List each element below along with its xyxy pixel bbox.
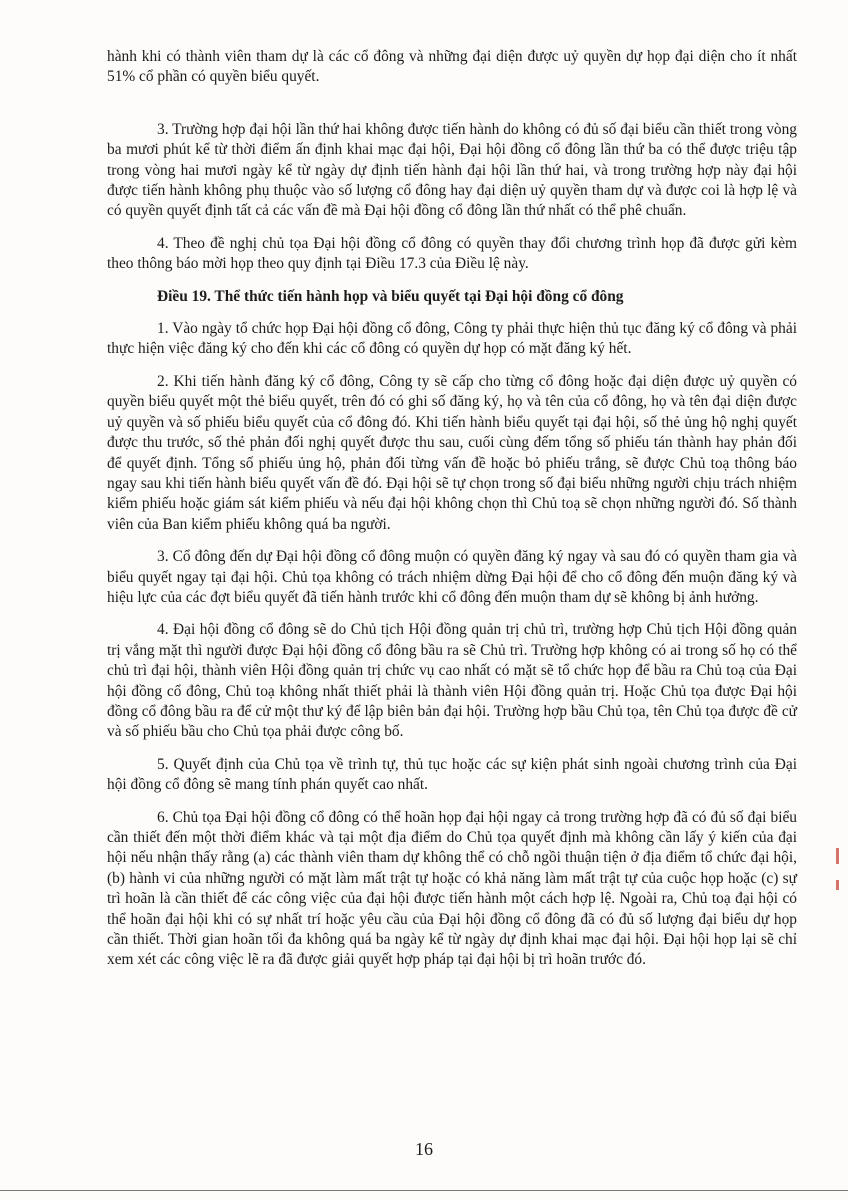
- bottom-edge-rule: [0, 1190, 848, 1191]
- article-19-heading: Điều 19. Thể thức tiến hành họp và biểu quyết tại Đại hội đồng cổ đông: [157, 287, 624, 305]
- page-number: 16: [415, 1139, 433, 1159]
- paragraph-18-3: 3. Trường hợp đại hội lần thứ hai không được tiến hành do không có đủ số đại biểu cần thiết trong vòng ba mươi phút kể từ thời điểm ấn định khai mạc đại hội, Đại hội đồng cổ đông lần thứ ba có thể được triệu tập trong vòng hai mươi ngày kể từ ngày dự định tiến hành đại hội lần thứ hai, và trong trường hợp này đại hội được tiến hành không phụ thuộc vào số lượng cổ đông hay đại diện uỷ quyền tham dự và được coi là hợp lệ và có quyền quyết định tất cả các vấn đề mà Đại hội đồng cổ đông lần thứ nhất có thể phê chuẩn.: [107, 120, 797, 220]
- paragraph-19-5: 5. Quyết định của Chủ tọa về trình tự, thủ tục hoặc các sự kiện phát sinh ngoài chương trình của Đại hội đồng cổ đông sẽ mang tính phán quyết cao nhất.: [107, 755, 797, 794]
- paragraph-19-4: 4. Đại hội đồng cổ đông sẽ do Chủ tịch Hội đồng quản trị chủ trì, trường hợp Chủ tịch Hội đồng quản trị vắng mặt thì người được Đại hội đồng cổ đông bầu ra sẽ Chủ trì. Trường hợp không có ai trong số họ có thể chủ trì đại hội, thành viên Hội đồng quản trị chức vụ cao nhất có mặt sẽ tổ chức họp để bầu ra Chủ toạ của Đại hội đồng cổ đông, Chủ toạ không nhất thiết phải là thành viên Hội đồng quản trị. Hoặc Chủ tọa được Đại hội đồng cổ đông bầu ra để cử một thư ký để lập biên bản đại hội. Trường hợp bầu Chủ tọa, tên Chủ tọa được đề cử và số phiếu bầu cho Chủ tọa phải được công bố.: [107, 621, 797, 741]
- paragraph-18-4: 4. Theo đề nghị chủ tọa Đại hội đồng cổ đông có quyền thay đổi chương trình họp đã được gửi kèm theo thông báo mời họp theo quy định tại Điều 17.3 của Điều lệ này.: [107, 234, 797, 273]
- paragraph-continuation: hành khi có thành viên tham dự là các cổ đông và những đại diện được uỷ quyền dự họp đại diện cho ít nhất 51% cổ phần có quyền biểu quyết.: [107, 48, 797, 86]
- document-body: [107, 47, 797, 971]
- paragraph-19-2: 2. Khi tiến hành đăng ký cổ đông, Công ty sẽ cấp cho từng cổ đông hoặc đại diện được uỷ quyền có quyền biểu quyết một thẻ biểu quyết, trên đó có ghi số đăng ký, họ và tên của cổ đông, họ và tên đại diện được uỷ quyền và số phiếu biểu quyết của cổ đông đó. Khi tiến hành biểu quyết tại đại hội, số thẻ ủng hộ nghị quyết được thu trước, số thẻ phản đối nghị quyết được thu sau, cuối cùng đếm tổng số phiếu tán thành hay phản đối để quyết định. Tổng số phiếu ủng hộ, phản đối từng vấn đề hoặc bỏ phiếu trắng, sẽ được Chủ toạ thông báo ngay sau khi tiến hành biểu quyết vấn đề đó. Đại hội sẽ tự chọn trong số đại biểu những người chịu trách nhiệm kiểm phiếu hoặc giám sát kiểm phiếu và nếu đại hội không chọn thì Chủ toạ sẽ chọn những người đó. Số thành viên của Ban kiểm phiếu không quá ba người.: [107, 372, 797, 533]
- paragraph-19-3: 3. Cổ đông đến dự Đại hội đồng cổ đông muộn có quyền đăng ký ngay và sau đó có quyền tham gia và biểu quyết ngay tại đại hội. Chủ tọa không có trách nhiệm dừng Đại hội để cho cổ đông đến muộn đăng ký và hiệu lực của các đợt biểu quyết đã tiến hành trước khi cổ đông đến muộn tham dự sẽ không bị ảnh hưởng.: [107, 548, 797, 606]
- margin-stamp-mark: [836, 880, 839, 890]
- paragraph-19-6: 6. Chủ tọa Đại hội đồng cổ đông có thể hoãn họp đại hội ngay cả trong trường hợp đã có đủ số đại biểu cần thiết đến một thời điểm khác và tại một địa điểm do Chủ tọa quyết định mà không cần lấy ý kiến của đại hội nếu nhận thấy rằng (a) các thành viên tham dự không thể có chỗ ngồi thuận tiện ở địa điểm tổ chức đại hội, (b) hành vi của những người có mặt làm mất trật tự hoặc có khả năng làm mất trật tự của cuộc họp hoặc (c) sự trì hoãn là cần thiết để các công việc của đại hội được tiến hành một cách hợp lệ. Ngoài ra, Chủ toạ đại hội có thể hoãn đại hội khi có sự nhất trí hoặc yêu cầu của Đại hội đồng cổ đông đã có đủ số lượng đại biểu dự họp cần thiết. Thời gian hoãn tối đa không quá ba ngày kể từ ngày dự định khai mạc đại hội. Đại hội họp lại sẽ chỉ xem xét các công việc lẽ ra đã được giải quyết hợp pháp tại đại hội bị trì hoãn trước đó.: [107, 808, 797, 969]
- margin-stamp-mark: [836, 848, 839, 864]
- paragraph-19-1: 1. Vào ngày tổ chức họp Đại hội đồng cổ đông, Công ty phải thực hiện thủ tục đăng ký cổ đông và phải thực hiện việc đăng ký cho đến khi các cổ đông có quyền dự họp có mặt đăng ký hết.: [107, 320, 797, 358]
